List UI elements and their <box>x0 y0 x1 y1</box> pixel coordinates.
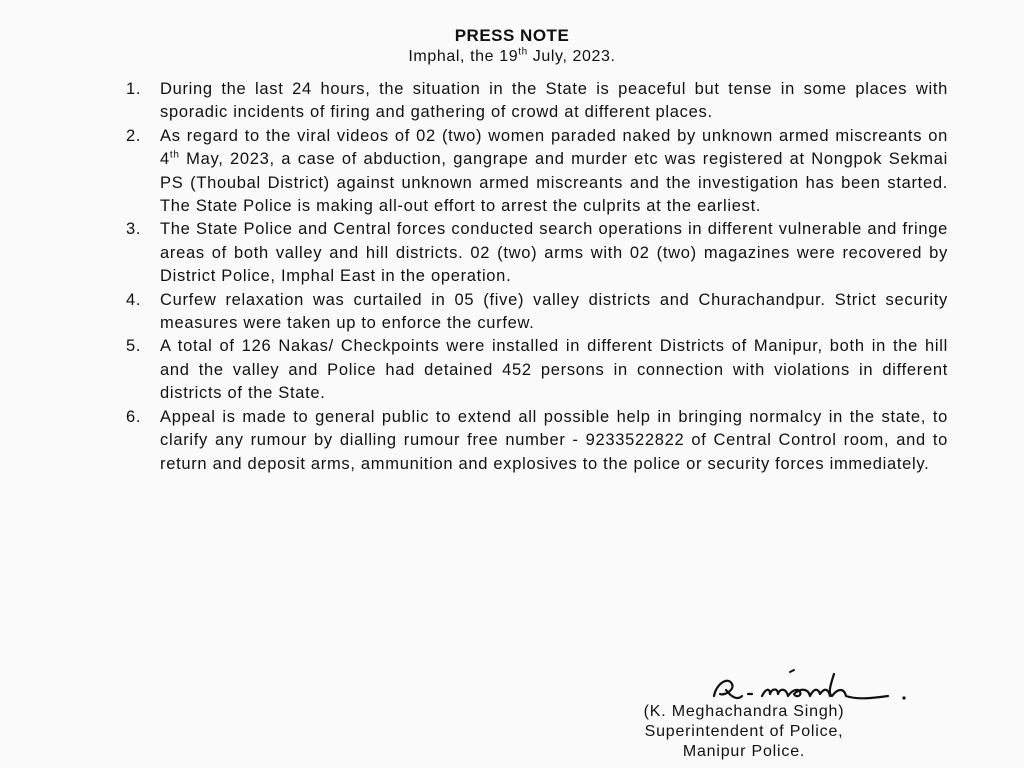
point-text: Appeal is made to general public to extend all possible help in bringing normalcy in the state, to clarify any rumour by dialling rumour free number - 9233522822 of Central Control room, and to return and deposit arms, ammunition and explosives to the police or security forces immediately. <box>160 407 948 473</box>
signatory-name: (K. Meghachandra Singh) <box>643 703 845 720</box>
point-text <box>160 127 948 215</box>
point-item <box>124 125 948 219</box>
point-text: The State Police and Central forces conducted search operations in different vulnerable and fringe areas of both valley and hill districts. 02 (two) arms with 02 (two) magazines were recovered by District Police, Imphal East in the operation. <box>160 220 948 286</box>
dateline-ordinal: th <box>518 46 528 58</box>
dateline <box>0 46 1024 68</box>
point-text-part: May, 2023, a case of abduction, gangrape and murder etc was registered at Nongpok Sekmai PS (Thoubal District) against unknown armed miscreants and the investigation has been started. The State Police is making all-out effort to arrest the culprits at the earliest. <box>160 150 948 216</box>
point-item <box>124 78 948 125</box>
point-item <box>124 289 948 336</box>
signature-block <box>600 664 960 764</box>
press-note-points <box>124 78 948 476</box>
point-text: A total of 126 Nakas/ Checkpoints were installed in different Districts of Manipur, both in the hill and the valley and Police had detained 452 persons in connection with violations in different districts of the State. <box>160 337 948 403</box>
point-number: 3. <box>126 220 142 239</box>
point-number: 4. <box>126 290 142 309</box>
point-item <box>124 335 948 405</box>
document-title: PRESS NOTE <box>454 26 570 45</box>
dateline-prefix: Imphal, the 19 <box>408 48 519 65</box>
point-number: 6. <box>126 407 142 426</box>
signatory-designation: Superintendent of Police, <box>644 723 844 740</box>
point-item <box>124 406 948 476</box>
point-text: During the last 24 hours, the situation in the State is peaceful but tense in some places with sporadic incidents of firing and gathering of crowd at different places. <box>160 80 948 122</box>
point-text-part: As regard to the viral videos of 02 (two) women paraded naked by unknown armed miscreants on 4 <box>160 126 948 169</box>
point-item <box>124 218 948 288</box>
signatory-organization: Manipur Police. <box>682 743 806 760</box>
point-number: 2. <box>126 126 142 145</box>
press-note-header <box>0 26 1024 68</box>
point-number: 5. <box>126 337 142 356</box>
point-number: 1. <box>126 80 142 98</box>
point-ordinal: th <box>169 149 180 161</box>
point-text: Curfew relaxation was curtailed in 05 (five) valley districts and Churachandpur. Strict security measures were taken up to enforce the curfew. <box>160 290 948 333</box>
dateline-suffix: July, 2023. <box>527 48 616 65</box>
